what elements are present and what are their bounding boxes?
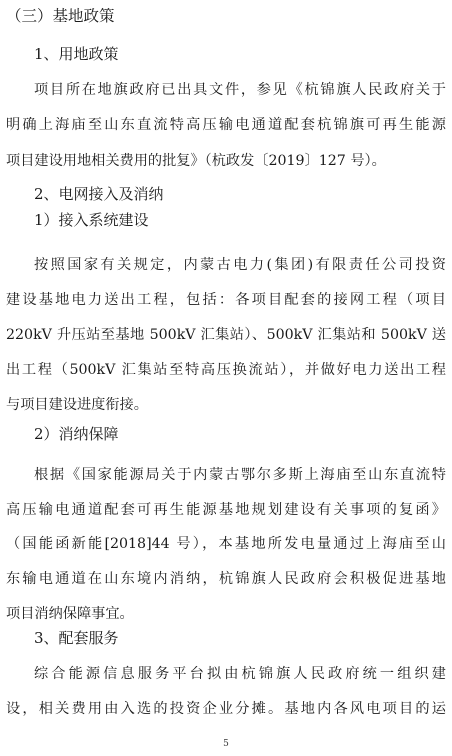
subsection-heading-land-policy: 1、用地政策 bbox=[34, 45, 119, 63]
paragraph-line: 明确上海庙至山东直流特高压输电通道配套杭锦旗可再生能源 bbox=[6, 117, 446, 133]
paragraph-line: 与项目建设进度衔接。 bbox=[6, 397, 148, 413]
paragraph-line: 出工程（500kV 汇集站至特高压换流站），并做好电力送出工程 bbox=[6, 362, 446, 378]
subsection-heading-services: 3、配套服务 bbox=[34, 629, 119, 647]
paragraph-line: 综合能源信息服务平台拟由杭锦旗人民政府统一组织建 bbox=[34, 666, 446, 682]
paragraph-line: 按照国家有关规定，内蒙古电力(集团)有限责任公司投资 bbox=[34, 257, 446, 273]
paragraph-line: 设，相关费用由入选的投资企业分摊。基地内各风电项目的运 bbox=[6, 701, 446, 717]
paragraph-line: 项目所在地旗政府已出具文件，参见《杭锦旗人民政府关于 bbox=[34, 82, 446, 98]
paragraph-line: 东输电通道在山东境内消纳，杭锦旗人民政府会积极促进基地 bbox=[6, 571, 446, 587]
paragraph-line: 建设基地电力送出工程，包括：各项目配套的接网工程（项目 bbox=[6, 292, 446, 308]
paragraph-line: 根据《国家能源局关于内蒙古鄂尔多斯上海庙至山东直流特 bbox=[34, 467, 446, 483]
paragraph-line: 220kV 升压站至基地 500kV 汇集站）、500kV 汇集站和 500kV 送 bbox=[6, 327, 446, 343]
item-heading-consumption: 2）消纳保障 bbox=[34, 425, 119, 443]
page-number: 5 bbox=[223, 739, 229, 749]
paragraph-line: 项目建设用地相关费用的批复》（杭政发〔2019〕127 号）。 bbox=[6, 153, 386, 169]
paragraph-line: （国能函新能[2018]44 号），本基地所发电量通过上海庙至山 bbox=[6, 536, 446, 552]
subsection-heading-grid-access: 2、电网接入及消纳 bbox=[34, 185, 164, 203]
item-heading-system-access: 1）接入系统建设 bbox=[34, 211, 149, 229]
paragraph-line: 高压输电通道配套可再生能源基地规划建设有关事项的复函》 bbox=[6, 502, 446, 518]
paragraph-line: 项目消纳保障事宜。 bbox=[6, 606, 134, 622]
section-title: （三）基地政策 bbox=[6, 7, 115, 25]
